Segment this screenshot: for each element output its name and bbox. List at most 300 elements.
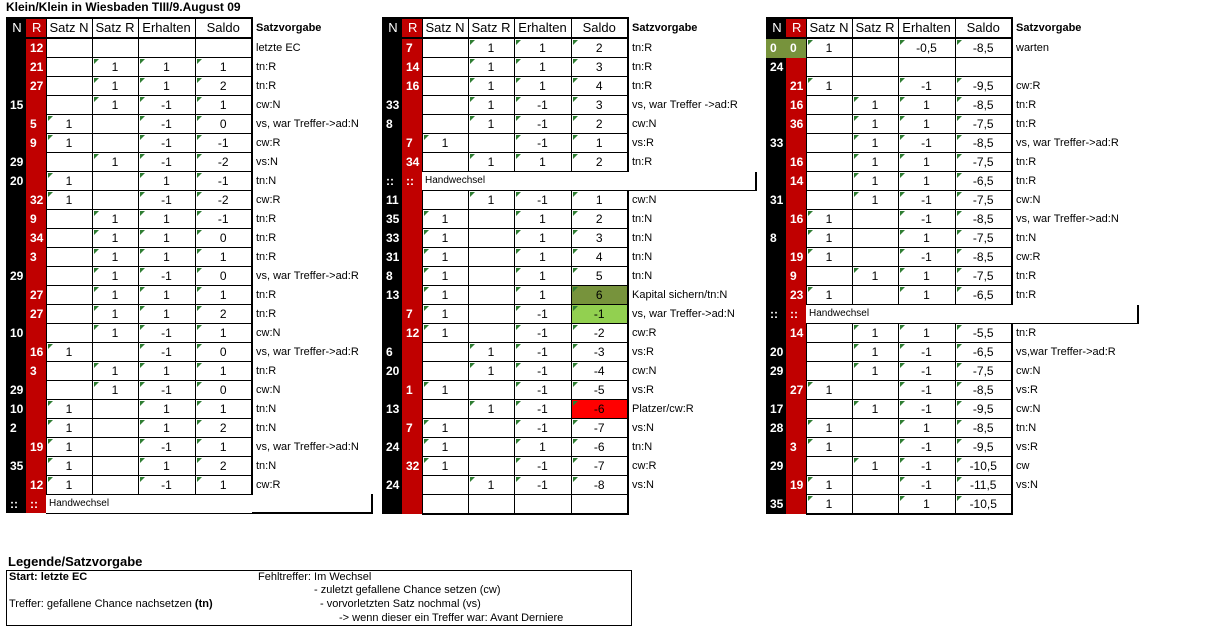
cell-saldo: -3 (571, 343, 628, 362)
cell-n (766, 115, 786, 134)
cell-erhalten: 1 (138, 304, 195, 323)
cell-erhalten: 1 (898, 495, 955, 515)
cell-satz-n: 1 (422, 457, 468, 476)
cell-n (766, 248, 786, 267)
table-row (6, 323, 372, 342)
cell-saldo: 2 (571, 115, 628, 134)
cell-erhalten: -1 (898, 381, 955, 400)
table-row (382, 115, 756, 134)
cell-r (786, 495, 806, 515)
cell-n (766, 324, 786, 343)
cell-n: 11 (382, 191, 402, 210)
cell-n (6, 133, 26, 152)
cell-erhalten: -1 (514, 96, 571, 115)
table-row (6, 418, 372, 437)
cell-satz-r: 1 (852, 153, 898, 172)
table-row (766, 96, 1138, 115)
cell-erhalten: -1 (138, 380, 195, 399)
cell-satz-r (468, 381, 514, 400)
table-row (766, 191, 1138, 210)
cell-r: 16 (786, 96, 806, 115)
cell-saldo: 1 (195, 475, 252, 494)
cell-n: 29 (766, 362, 786, 381)
header-row (382, 18, 756, 38)
legend-fehl-3: -> wenn dieser ein Treffer war: Avant Derniere (339, 612, 564, 624)
cell-satzvorgabe: cw:R (256, 136, 281, 149)
cell-satz-n: 1 (806, 286, 852, 305)
cell-satz-n (46, 152, 92, 171)
cell-satz-r: 1 (92, 285, 138, 304)
cell-satzvorgabe: tn:R (1016, 289, 1037, 301)
cell-r (26, 152, 46, 171)
sheet-title: Klein/Klein in Wiesbaden TIII/9.August 09 (6, 0, 241, 14)
cell-saldo: 1 (195, 437, 252, 456)
cell-saldo: -10,5 (955, 495, 1012, 515)
cell-r: 14 (786, 324, 806, 343)
cell-saldo: -6 (571, 438, 628, 457)
cell-satzvorgabe: cw:N (1016, 403, 1041, 415)
cell-satz-r: 1 (92, 209, 138, 228)
cell-saldo: -8,5 (955, 419, 1012, 438)
cell-satz-n (422, 343, 468, 362)
table-row (382, 229, 756, 248)
cell-n (766, 172, 786, 191)
cell-saldo: 1 (571, 191, 628, 210)
cell-saldo: 2 (195, 76, 252, 95)
cell-saldo: -9,5 (955, 400, 1012, 419)
cell-satz-r (92, 171, 138, 190)
header-satzvorgabe: Satzvorgabe (256, 22, 322, 34)
cell-r (26, 418, 46, 437)
cell-n (382, 38, 402, 58)
cell-n (766, 267, 786, 286)
cell-satzvorgabe (628, 495, 756, 514)
cell-satz-r (92, 38, 138, 57)
cell-r: 12 (26, 475, 46, 494)
cell-satzvorgabe: tn:R (632, 156, 653, 168)
cell-erhalten: 1 (898, 267, 955, 286)
table-row (382, 400, 756, 419)
cell-r: 7 (402, 38, 422, 58)
header-row (6, 18, 372, 38)
cell-r (402, 248, 422, 267)
cell-satzvorgabe: tn:R (1016, 270, 1037, 282)
cell-saldo: -1 (195, 171, 252, 190)
cell-r: 27 (786, 381, 806, 400)
table-row (6, 361, 372, 380)
cell-satz-r: 1 (468, 400, 514, 419)
cell-r: 12 (402, 324, 422, 343)
cell-n: 28 (766, 419, 786, 438)
cell-satzvorgabe: tn:N (1016, 422, 1037, 434)
cell-satz-n (422, 191, 468, 210)
cell-satz-n: 1 (422, 438, 468, 457)
cell-saldo: -8,5 (955, 248, 1012, 267)
cell-satz-n: 1 (422, 305, 468, 324)
cell-satzvorgabe: letzte EC (256, 41, 301, 54)
cell-satz-r: 1 (852, 96, 898, 115)
cell-saldo: 2 (195, 456, 252, 475)
cell-n (382, 77, 402, 96)
table-row (766, 58, 1138, 77)
cell-saldo: -7,5 (955, 153, 1012, 172)
cell-satz-n: 1 (46, 190, 92, 209)
table-row (382, 305, 756, 324)
cell-n: 33 (766, 134, 786, 153)
cell-n (6, 304, 26, 323)
cell-erhalten: 1 (514, 248, 571, 267)
legend-box (6, 570, 632, 626)
cell-erhalten: 1 (898, 115, 955, 134)
cell-saldo: -5 (571, 381, 628, 400)
cell-satz-r: 1 (468, 77, 514, 96)
cell-saldo: -10,5 (955, 457, 1012, 476)
cell-erhalten: 1 (514, 210, 571, 229)
cell-n: 8 (382, 267, 402, 286)
cell-satzvorgabe: tn:N (632, 441, 653, 453)
cell-r (402, 286, 422, 305)
cell-r (26, 266, 46, 285)
cell-erhalten: -1 (138, 95, 195, 114)
cell-r: 9 (26, 209, 46, 228)
cell-satzvorgabe: Kapital sichern/tn:N (632, 289, 728, 301)
cell-satz-r: 1 (468, 191, 514, 210)
cell-satzvorgabe: vs:R (632, 384, 654, 396)
cell-satzvorgabe: cw:N (256, 383, 281, 396)
cell-satzvorgabe: tn:R (256, 79, 277, 92)
cell-satz-n (422, 38, 468, 58)
cell-satz-n: 1 (46, 418, 92, 437)
cell-satz-r: 1 (852, 191, 898, 210)
header-n: N (382, 18, 402, 38)
cell-r: 19 (26, 437, 46, 456)
cell-satz-r: 1 (468, 96, 514, 115)
cell-erhalten: 1 (898, 419, 955, 438)
cell-n: 0 (766, 38, 786, 58)
cell-satz-r (468, 305, 514, 324)
cell-erhalten: 1 (138, 76, 195, 95)
cell-erhalten: 1 (514, 38, 571, 58)
cell-satzvorgabe: vs:R (1016, 384, 1038, 396)
cell-satz-n: 1 (806, 38, 852, 58)
cell-r (402, 229, 422, 248)
cell-satzvorgabe: Platzer/cw:R (632, 403, 694, 415)
cell-saldo: -6,5 (955, 172, 1012, 191)
cell-r (26, 95, 46, 114)
cell-n (382, 495, 402, 514)
cell-satzvorgabe: tn:N (632, 213, 653, 225)
cell-satz-r: 1 (92, 95, 138, 114)
cell-saldo: 1 (195, 323, 252, 342)
cell-saldo: 0 (195, 342, 252, 361)
session-table-2 (382, 17, 756, 515)
cell-satz-n: 1 (46, 133, 92, 152)
cell-satz-r (852, 381, 898, 400)
cell-erhalten: -1 (138, 114, 195, 133)
table-row (766, 362, 1138, 381)
table-row (766, 153, 1138, 172)
cell-satz-n (422, 77, 468, 96)
cell-satz-n (46, 323, 92, 342)
table-row (766, 267, 1138, 286)
cell-satz-r (852, 248, 898, 267)
cell-r (402, 400, 422, 419)
cell-satzvorgabe: vs:N (632, 479, 654, 491)
table-row (382, 134, 756, 153)
table-row (382, 58, 756, 77)
table-row (766, 286, 1138, 305)
cell-satz-n: 1 (806, 495, 852, 515)
cell-saldo: 4 (571, 248, 628, 267)
cell-erhalten: 1 (138, 399, 195, 418)
cell-r (402, 115, 422, 134)
cell-saldo (571, 495, 628, 514)
cell-saldo: 4 (571, 77, 628, 96)
cell-r: 27 (26, 76, 46, 95)
table-row (6, 133, 372, 152)
cell-erhalten: -1 (138, 323, 195, 342)
cell-erhalten: -1 (138, 475, 195, 494)
header-erhalten: Erhalten (898, 18, 955, 38)
cell-satz-r (92, 342, 138, 361)
cell-erhalten (514, 495, 571, 514)
cell-r: 23 (786, 286, 806, 305)
cell-satz-r (852, 495, 898, 515)
cell-r: 16 (786, 153, 806, 172)
cell-n (6, 361, 26, 380)
cell-r: 21 (786, 77, 806, 96)
table-row (382, 96, 756, 115)
cell-satzvorgabe: cw:N (256, 326, 281, 339)
cell-r (26, 399, 46, 418)
table-row (382, 248, 756, 267)
cell-erhalten: 1 (898, 324, 955, 343)
cell-satz-r (92, 475, 138, 494)
table-row (382, 362, 756, 381)
cell-satz-n (422, 476, 468, 495)
cell-satzvorgabe: warten (1016, 41, 1050, 54)
cell-satz-n (422, 400, 468, 419)
cell-n: 13 (382, 286, 402, 305)
cell-satz-n: 1 (422, 229, 468, 248)
cell-r: 27 (26, 285, 46, 304)
cell-r (26, 171, 46, 190)
cell-r: :: (26, 494, 46, 513)
cell-n (766, 153, 786, 172)
cell-satz-n: 1 (806, 248, 852, 267)
cell-saldo: -9,5 (955, 438, 1012, 457)
cell-satz-r: 1 (852, 267, 898, 286)
table-row (766, 210, 1138, 229)
cell-r: 19 (786, 476, 806, 495)
header-r: R (26, 18, 46, 38)
cell-n (6, 285, 26, 304)
cell-satzvorgabe: cw:R (1016, 251, 1041, 263)
cell-erhalten: -1 (138, 190, 195, 209)
cell-r (786, 58, 806, 77)
cell-n (6, 76, 26, 95)
cell-satz-r (92, 399, 138, 418)
cell-satz-n: 1 (422, 381, 468, 400)
cell-n (6, 114, 26, 133)
cell-satzvorgabe: vs:R (632, 346, 654, 358)
cell-satz-n: 1 (806, 419, 852, 438)
cell-erhalten: -1 (514, 381, 571, 400)
cell-satzvorgabe: vs:N (632, 422, 654, 434)
cell-r (402, 191, 422, 210)
cell-satz-r: 1 (852, 362, 898, 381)
cell-satz-n: 1 (422, 419, 468, 438)
cell-erhalten: 1 (898, 172, 955, 191)
cell-satzvorgabe: vs, war Treffer->ad:N (256, 117, 359, 130)
cell-satz-n: 1 (46, 475, 92, 494)
cell-satzvorgabe: cw:N (256, 98, 281, 111)
cell-saldo: -2 (195, 152, 252, 171)
cell-r: 34 (402, 153, 422, 172)
cell-satz-r (468, 286, 514, 305)
cell-erhalten: 1 (898, 96, 955, 115)
cell-satz-n (806, 153, 852, 172)
cell-satz-n (46, 95, 92, 114)
cell-n (382, 305, 402, 324)
cell-satz-n: 1 (422, 134, 468, 153)
session-table-3 (766, 17, 1138, 515)
cell-n: 35 (6, 456, 26, 475)
cell-satz-n (806, 267, 852, 286)
cell-satzvorgabe: tn:R (632, 61, 653, 73)
cell-satz-r (92, 437, 138, 456)
cell-saldo: -8,5 (955, 38, 1012, 58)
cell-r (26, 323, 46, 342)
cell-satz-n (422, 115, 468, 134)
cell-satzvorgabe: tn:R (1016, 99, 1037, 111)
cell-satzvorgabe: tn:R (256, 364, 277, 377)
cell-satzvorgabe: tn:R (256, 250, 277, 263)
header-satzvorgabe: Satzvorgabe (632, 22, 698, 34)
cell-satz-r (852, 229, 898, 248)
cell-n (382, 381, 402, 400)
cell-r: 3 (786, 438, 806, 457)
cell-satz-r (92, 190, 138, 209)
cell-satzvorgabe: cw:R (256, 193, 281, 206)
cell-handwechsel: Handwechsel (806, 305, 1012, 324)
cell-n (766, 476, 786, 495)
cell-erhalten: -1 (138, 266, 195, 285)
cell-r: 14 (786, 172, 806, 191)
cell-n: :: (6, 494, 26, 513)
cell-saldo: -8,5 (955, 96, 1012, 115)
table-row (766, 495, 1138, 515)
cell-erhalten: -1 (898, 343, 955, 362)
cell-satz-n (806, 96, 852, 115)
cell-satz-r (852, 438, 898, 457)
legend-treffer-abbr: (tn) (194, 598, 213, 610)
table-row (766, 381, 1138, 400)
cell-satz-r (92, 114, 138, 133)
cell-satz-n (422, 58, 468, 77)
cell-satzvorgabe: vs:N (256, 155, 278, 168)
cell-satz-n (46, 304, 92, 323)
cell-satz-r: 1 (468, 58, 514, 77)
cell-saldo (1012, 305, 1138, 324)
cell-satz-n: 1 (422, 248, 468, 267)
cell-satz-n (806, 457, 852, 476)
cell-satzvorgabe: tn:R (1016, 175, 1037, 187)
cell-erhalten: -1 (138, 133, 195, 152)
cell-n (766, 210, 786, 229)
header-satz-n: Satz N (422, 18, 468, 38)
cell-r (786, 229, 806, 248)
cell-erhalten: -1 (898, 210, 955, 229)
cell-erhalten: 1 (138, 57, 195, 76)
cell-saldo: -6,5 (955, 286, 1012, 305)
cell-erhalten: -1 (898, 457, 955, 476)
cell-n: 8 (382, 115, 402, 134)
cell-n: 29 (6, 152, 26, 171)
table-row (766, 229, 1138, 248)
cell-saldo: 0 (195, 380, 252, 399)
cell-erhalten: 1 (514, 229, 571, 248)
cell-n: 20 (6, 171, 26, 190)
cell-saldo: 0 (195, 266, 252, 285)
cell-n (6, 437, 26, 456)
cell-satzvorgabe: tn:N (256, 459, 277, 472)
cell-n (382, 153, 402, 172)
cell-erhalten: 1 (138, 285, 195, 304)
cell-satz-r (852, 38, 898, 58)
cell-erhalten: 1 (138, 171, 195, 190)
cell-erhalten: -1 (898, 248, 955, 267)
cell-r (402, 96, 422, 115)
cell-r: 34 (26, 228, 46, 247)
cell-n: 29 (6, 380, 26, 399)
cell-n: 13 (382, 400, 402, 419)
cell-r: 19 (786, 248, 806, 267)
cell-handwechsel: Handwechsel (46, 494, 252, 513)
cell-saldo: 3 (571, 96, 628, 115)
cell-satz-r (852, 77, 898, 96)
cell-r (786, 191, 806, 210)
cell-erhalten: 1 (514, 58, 571, 77)
cell-n (382, 58, 402, 77)
cell-satz-r (468, 419, 514, 438)
cell-satzvorgabe: cw:N (1016, 194, 1041, 206)
cell-satz-n: 1 (422, 210, 468, 229)
cell-satzvorgabe: tn:N (632, 270, 653, 282)
cell-saldo: -2 (571, 324, 628, 343)
cell-n (766, 77, 786, 96)
table-row (382, 38, 756, 58)
cell-r: 36 (786, 115, 806, 134)
cell-satzvorgabe: tn:R (632, 80, 653, 92)
cell-r (402, 495, 422, 514)
cell-satz-r (92, 418, 138, 437)
cell-r (786, 362, 806, 381)
cell-satzvorgabe: tn:R (256, 231, 277, 244)
cell-saldo: 1 (571, 134, 628, 153)
cell-satzvorgabe: vs, war Treffer->ad:R (256, 345, 359, 358)
cell-satz-r (852, 210, 898, 229)
table-row (382, 438, 756, 457)
cell-r: 7 (402, 134, 422, 153)
cell-satz-n (422, 96, 468, 115)
cell-satz-r: 1 (92, 361, 138, 380)
cell-satz-r: 1 (468, 153, 514, 172)
cell-satz-r: 1 (852, 324, 898, 343)
cell-satz-n (46, 228, 92, 247)
cell-satzvorgabe: tn:N (632, 251, 653, 263)
table-row (382, 495, 756, 514)
